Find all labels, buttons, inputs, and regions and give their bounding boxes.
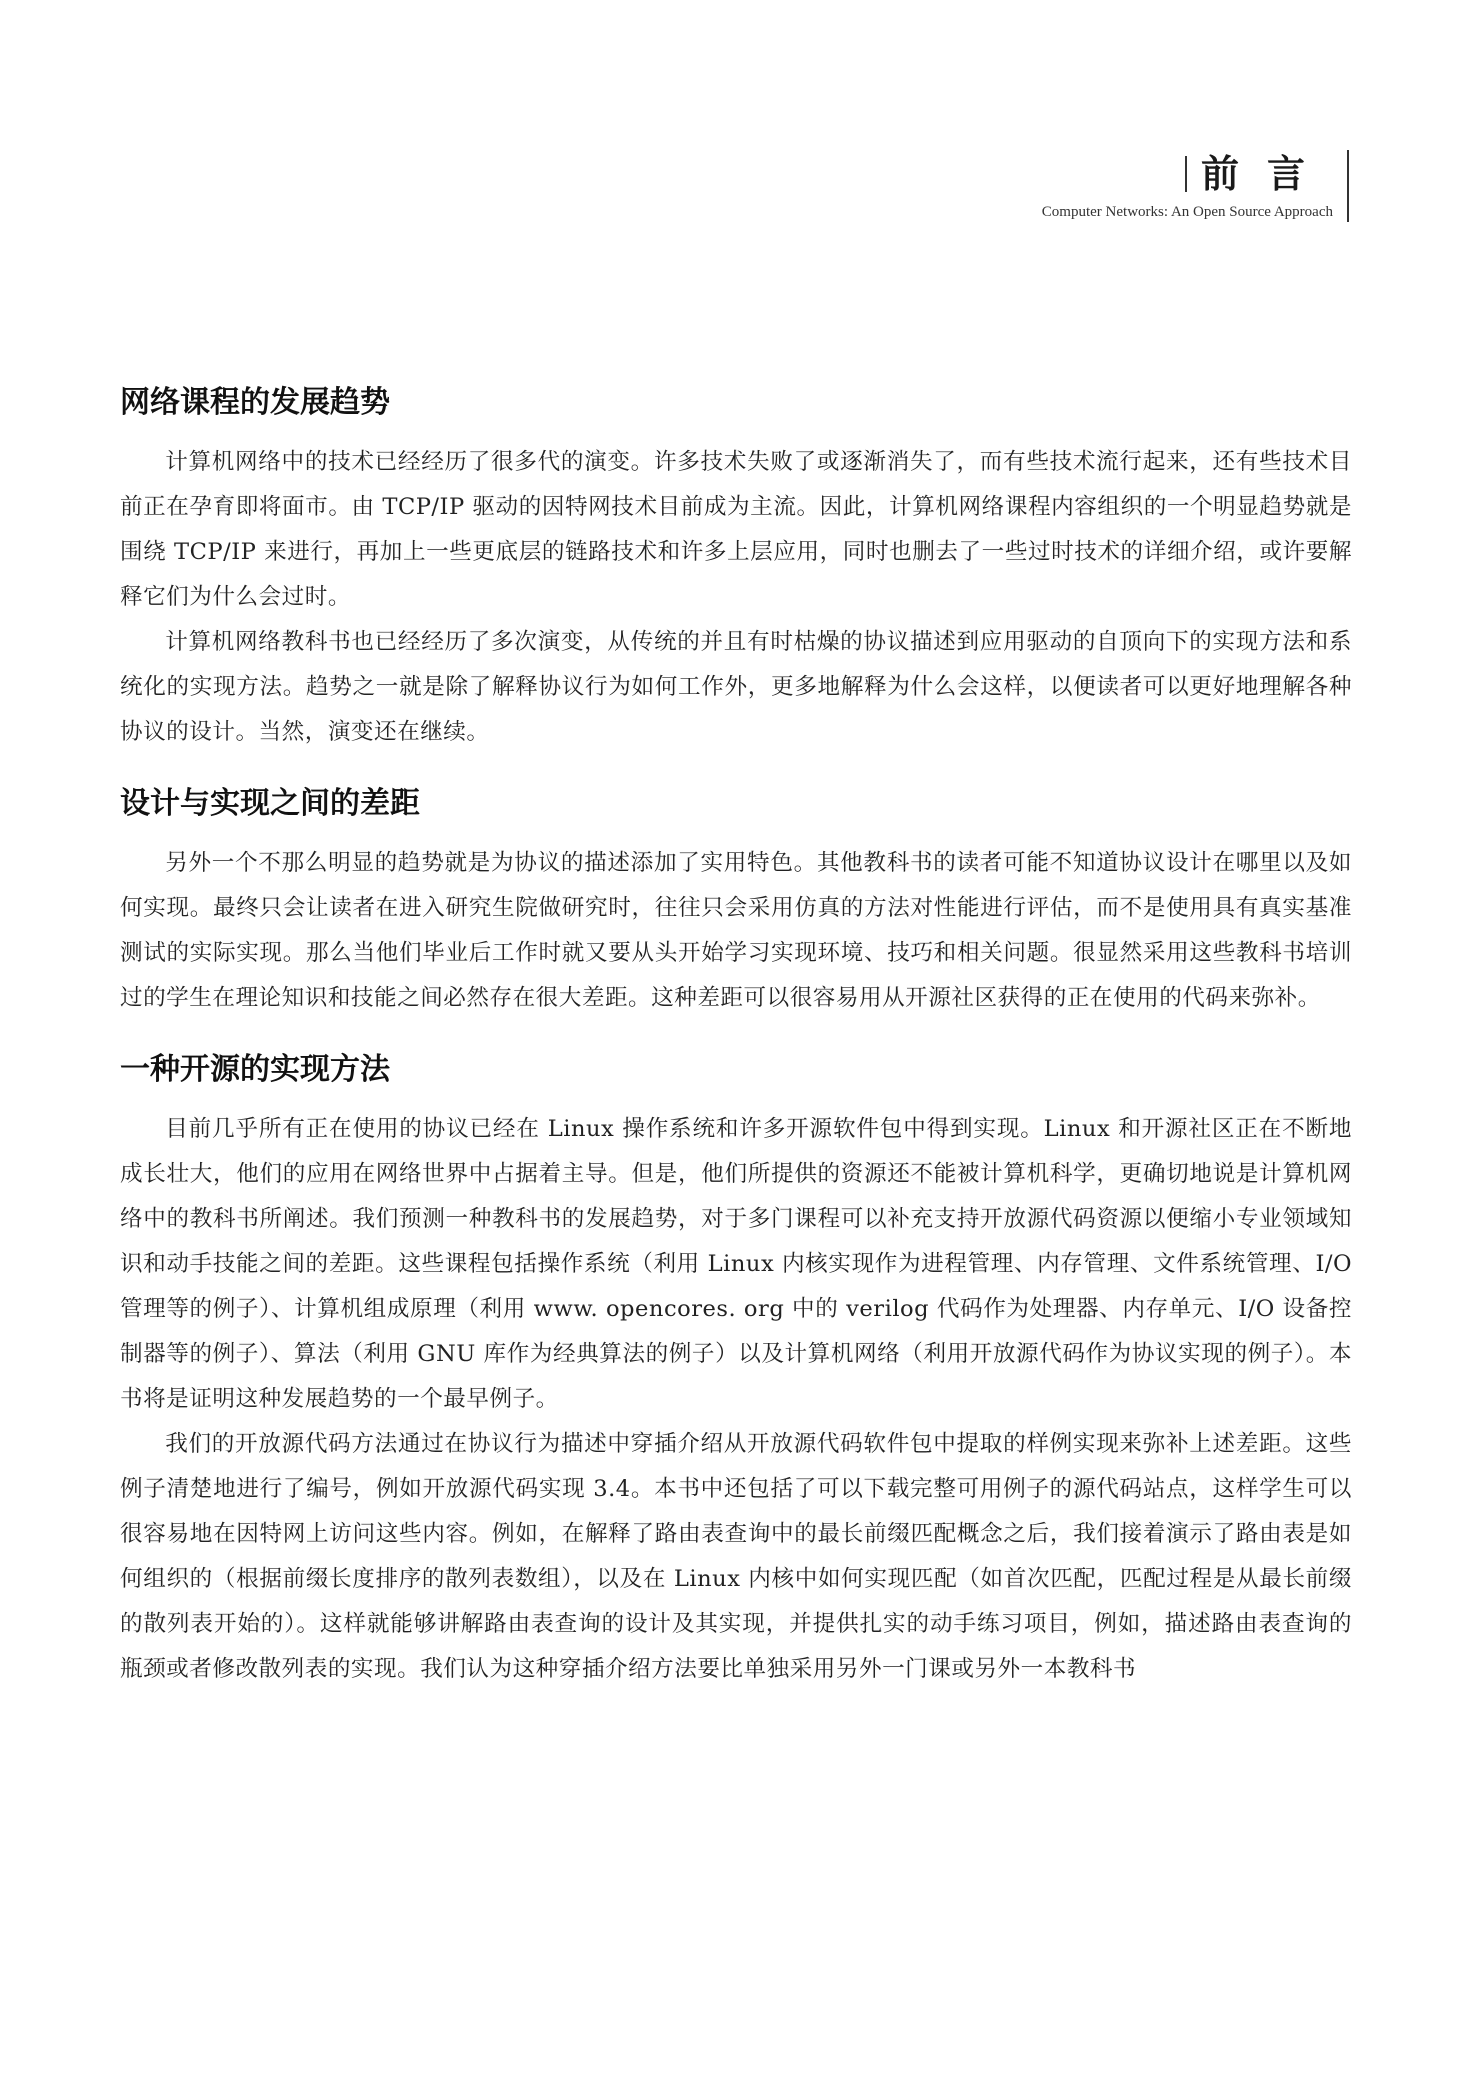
paragraph: 另外一个不那么明显的趋势就是为协议的描述添加了实用特色。其他教科书的读者可能不知道协议设计在哪里以及如何实现。最终只会让读者在进入研究生院做研究时，往往只会采用仿真的方法对性能进行评估，而不是使用具有真实基准测试的实际实现。那么当他们毕业后工作时就又要从头开始学习实现环境、技巧和相关问题。很显然采用这些教科书培训过的学生在理论知识和技能之间必然存在很大差距。这种差距可以很容易用从开源社区获得的正在使用的代码来弥补。 — [120, 850, 1352, 1011]
section-heading: 一种开源的实现方法 — [120, 1052, 390, 1087]
section-heading: 设计与实现之间的差距 — [120, 786, 420, 821]
paragraph: 计算机网络中的技术已经经历了很多代的演变。许多技术失败了或逐渐消失了，而有些技术流行起来，还有些技术目前正在孕育即将面市。由 TCP/IP 驱动的因特网技术目前成为主流。因此，计算机网络课程内容组织的一个明显趋势就是围绕 TCP/IP 来进行，再加上一些更底层的链路技术和许多上层应用，同时也删去了一些过时技术的详细介绍，或许要解释它们为什么会过时。 — [120, 449, 1352, 610]
paragraph: 计算机网络教科书也已经经历了多次演变，从传统的并且有时枯燥的协议描述到应用驱动的自顶向下的实现方法和系统化的实现方法。趋势之一就是除了解释协议行为如何工作外，更多地解释为什么会这样，以便读者可以更好地理解各种协议的设计。当然，演变还在继续。 — [120, 629, 1352, 745]
chapter-title: 前言 — [1185, 150, 1333, 198]
section-heading: 网络课程的发展趋势 — [120, 385, 390, 420]
section-network-course-trends — [120, 380, 1352, 755]
section-open-source-approach — [120, 1047, 1352, 1692]
paragraph: 我们的开放源代码方法通过在协议行为描述中穿插介绍从开放源代码软件包中提取的样例实现来弥补上述差距。这些例子清楚地进行了编号，例如开放源代码实现 3.4。本书中还包括了可以下载完整可用例子的源代码站点，这样学生可以很容易地在因特网上访问这些内容。例如，在解释了路由表查询中的最长前缀匹配概念之后，我们接着演示了路由表是如何组织的（根据前缀长度排序的散列表数组），以及在 Linux 内核中如何实现匹配（如首次匹配，匹配过程是从最长前缀的散列表开始的）。这样就能够讲解路由表查询的设计及其实现，并提供扎实的动手练习项目，例如，描述路由表查询的瓶颈或者修改散列表的实现。我们认为这种穿插介绍方法要比单独采用另外一门课或另外一本教科书 — [120, 1431, 1352, 1682]
paragraph: 目前几乎所有正在使用的协议已经在 Linux 操作系统和许多开源软件包中得到实现。Linux 和开源社区正在不断地成长壮大，他们的应用在网络世界中占据着主导。但是，他们所提供的资源还不能被计算机科学，更确切地说是计算机网络中的教科书所阐述。我们预测一种教科书的发展趋势，对于多门课程可以补充支持开放源代码资源以便缩小专业领域知识和动手技能之间的差距。这些课程包括操作系统（利用 Linux 内核实现作为进程管理、内存管理、文件系统管理、I/O 管理等的例子）、计算机组成原理（利用 www. opencores. org 中的 verilog 代码作为处理器、内存单元、I/O 设备控制器等的例子）、算法（利用 GNU 库作为经典算法的例子）以及计算机网络（利用开放源代码作为协议实现的例子）。本书将是证明这种发展趋势的一个最早例子。 — [120, 1116, 1352, 1412]
book-subtitle: Computer Networks: An Open Source Approach — [1041, 204, 1333, 220]
section-design-implementation-gap — [120, 781, 1352, 1021]
page-content — [120, 380, 1352, 1718]
running-header — [1042, 150, 1349, 222]
